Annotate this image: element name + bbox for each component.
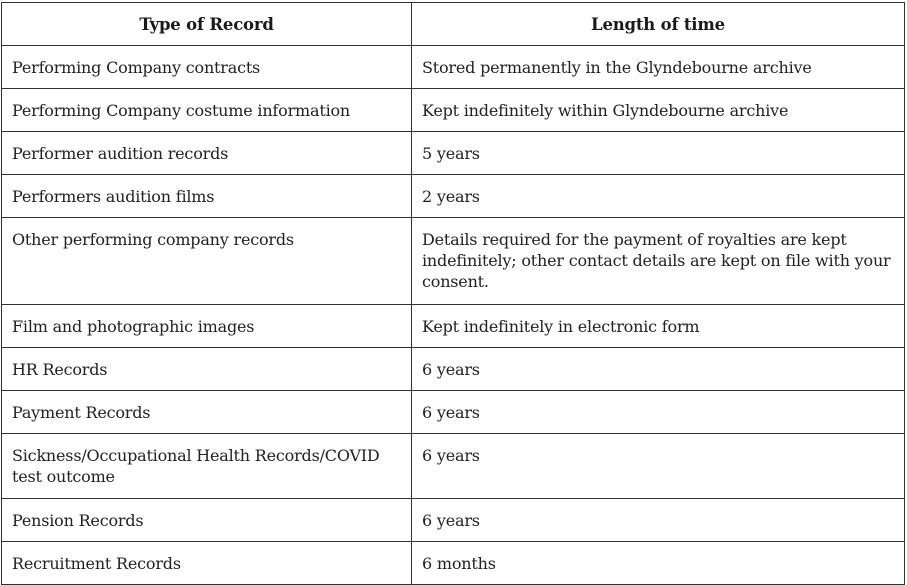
record-type-cell: Performers audition films	[2, 175, 412, 218]
record-length-cell: Stored permanently in the Glyndebourne archive	[412, 46, 905, 89]
record-type-cell: Payment Records	[2, 391, 412, 434]
header-length-of-time: Length of time	[412, 3, 905, 46]
retention-table	[1, 2, 905, 585]
record-length-cell: 2 years	[412, 175, 905, 218]
record-length-cell: Kept indefinitely within Glyndebourne archive	[412, 89, 905, 132]
table-row	[2, 175, 905, 218]
record-type-cell: Performing Company contracts	[2, 46, 412, 89]
record-type-cell: Other performing company records	[2, 218, 412, 305]
record-type-cell: HR Records	[2, 348, 412, 391]
record-type-cell: Recruitment Records	[2, 542, 412, 585]
record-type-cell: Pension Records	[2, 499, 412, 542]
record-length-cell: 6 months	[412, 542, 905, 585]
record-type-cell: Performing Company costume information	[2, 89, 412, 132]
header-type-of-record: Type of Record	[2, 3, 412, 46]
table-row	[2, 542, 905, 585]
table-row	[2, 132, 905, 175]
table-row	[2, 218, 905, 305]
record-length-cell: 6 years	[412, 499, 905, 542]
record-length-cell: Kept indefinitely in electronic form	[412, 305, 905, 348]
table-row	[2, 89, 905, 132]
record-length-cell: 6 years	[412, 391, 905, 434]
table-row	[2, 305, 905, 348]
record-type-cell: Film and photographic images	[2, 305, 412, 348]
table-header-row	[2, 3, 905, 46]
record-type-cell: Sickness/Occupational Health Records/COVID test outcome	[2, 434, 412, 499]
table-row	[2, 499, 905, 542]
record-length-cell: 6 years	[412, 434, 905, 499]
table-row	[2, 348, 905, 391]
table-row	[2, 434, 905, 499]
record-type-cell: Performer audition records	[2, 132, 412, 175]
record-length-cell: Details required for the payment of royalties are kept indefinitely; other contact details are kept on file with your consent.	[412, 218, 905, 305]
record-length-cell: 6 years	[412, 348, 905, 391]
record-length-cell: 5 years	[412, 132, 905, 175]
table-row	[2, 391, 905, 434]
table-row	[2, 46, 905, 89]
